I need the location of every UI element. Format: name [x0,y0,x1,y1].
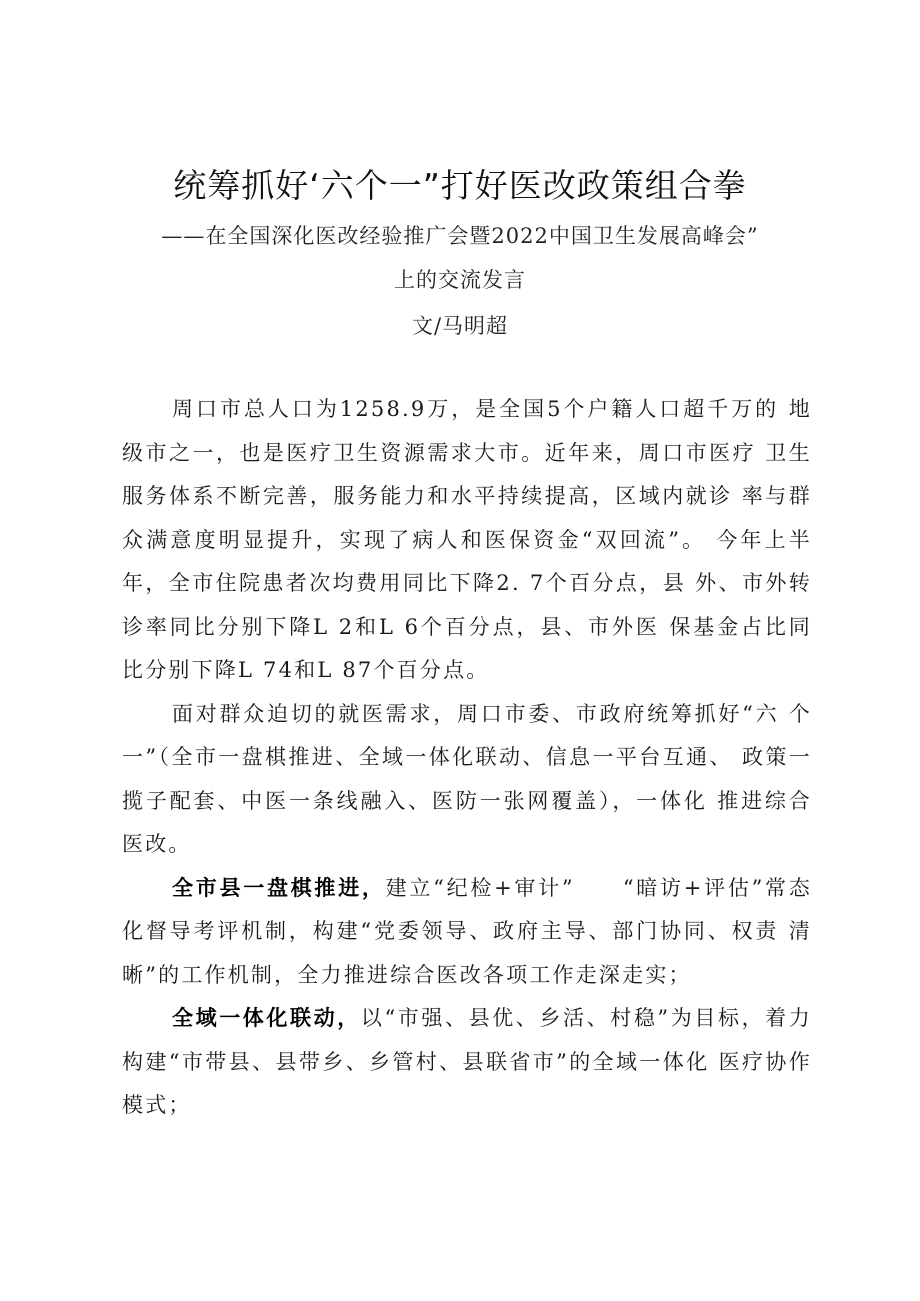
paragraph-lead: 全域一体化联动， [172,1006,361,1030]
paragraph-text: 周口市总人口为1258.9万，是全国5个户籍人口超千万的 地级市之一，也是医疗卫生资源需求大市。近年来，周口市医疗 卫生服务体系不断完善，服务能力和水平持续提高，区域内就诊 率与群众满意度明显提升，实现了病人和医保资金“双回流”。 今年上半年，全市住院患者次均费用同比下降2. 7个百分点，县 外、市外转诊率同比分别下降L 2和L 6个百分点，县、市外医 保基金占比同比分别下降L 74和L 87个百分点。 [122,397,812,682]
paragraph-4 [122,997,812,1128]
paragraph-text: 面对群众迫切的就医需求，周口市委、市政府统筹抓好“六 个一”（全市一盘棋推进、全域一体化联动、信息一平台互通、 政策一揽子配套、中医一条线融入、医防一张网覆盖），一体化 推进综合医改。 [122,701,812,856]
paragraph-3 [122,867,812,998]
document-subtitle-line-1: ——在全国深化医改经验推广会暨2022中国卫生发展高峰会” [161,224,759,248]
document-byline: 文/马明超 [411,314,509,338]
paragraph-text: 建立“纪检+审计” “暗访+评估”常态化督导考评机制，构建“党委领导、政府主导、部门协同、权责 清晰”的工作机制，全力推进综合医改各项工作走深走实； [122,875,812,987]
document-body [122,388,812,1128]
paragraph-text: 以“市强、县优、乡活、村稳”为目标，着力构建“市带县、县带乡、乡管村、县联省市”的全域一体化 医疗协作模式； [122,1006,812,1117]
document-title: 统筹抓好‘六个一”打好医改政策组合拳 [173,166,747,205]
document-subtitle-line-2: 上的交流发言 [394,268,526,292]
paragraph-2 [122,693,812,867]
paragraph-lead: 全市县一盘棋推进， [172,875,386,900]
paragraph-1 [122,388,812,693]
